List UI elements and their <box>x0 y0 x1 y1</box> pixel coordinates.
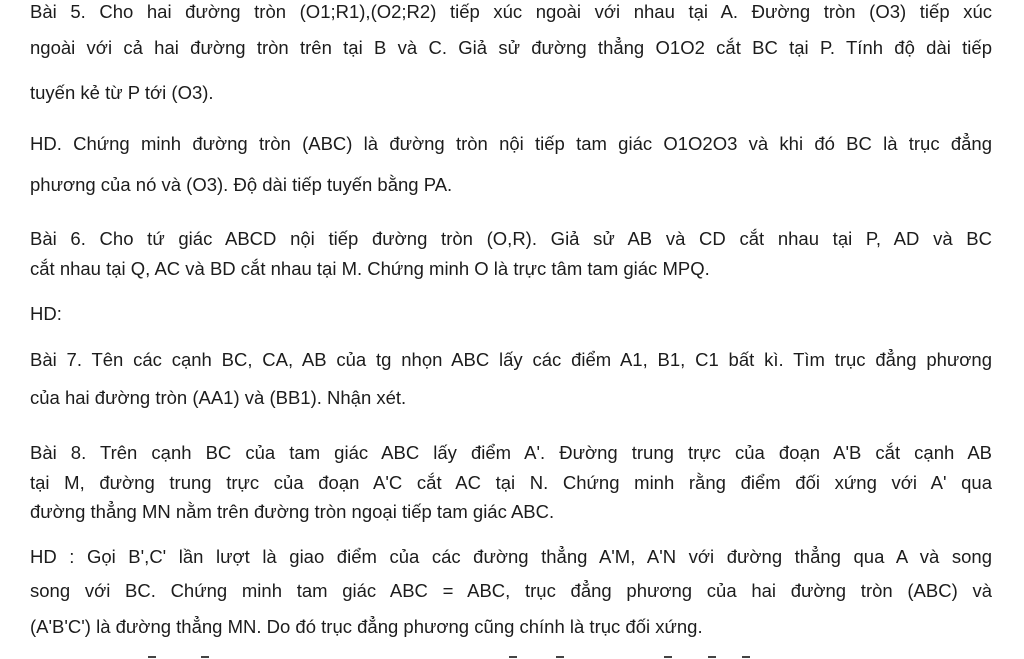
line-bai8-2: tại M, đường trung trực của đoạn A'C cắt AC tại N. Chứng minh rằng điểm đối xứng với A' qua <box>30 472 992 493</box>
line-bai5-1: Bài 5. Cho hai đường tròn (O1;R1),(O2;R2) tiếp xúc ngoài với nhau tại A. Đường tròn (O3) tiếp xúc <box>30 1 992 22</box>
line-hd8-1: HD : Gọi B',C' lần lượt là giao điểm của các đường thẳng A'M, A'N với đường thẳng qua A và song <box>30 546 992 567</box>
line-hd6: HD: <box>30 303 62 324</box>
line-bai8-1: Bài 8. Trên cạnh BC của tam giác ABC lấy điểm A'. Đường trung trực của đoạn A'B cắt cạnh AB <box>30 442 992 463</box>
line-bai6-2: cắt nhau tại Q, AC và BD cắt nhau tại M. Chứng minh O là trực tâm tam giác MPQ. <box>30 258 710 279</box>
line-bai7-2: của hai đường tròn (AA1) và (BB1). Nhận xét. <box>30 387 407 408</box>
line-hd5-2: phương của nó và (O3). Độ dài tiếp tuyến bằng PA. <box>30 174 453 195</box>
line-bai7-1: Bài 7. Tên các cạnh BC, CA, AB của tg nhọn ABC lấy các điểm A1, B1, C1 bất kì. Tìm trục đẳng phương <box>30 349 992 370</box>
line-bai5-2: ngoài với cả hai đường tròn trên tại B và C. Giả sử đường thẳng O1O2 cắt BC tại P. Tính độ dài tiếp <box>30 37 992 58</box>
line-hd8-3: (A'B'C') là đường thẳng MN. Do đó trục đẳng phương cũng chính là trục đối xứng. <box>30 616 703 637</box>
line-hd8-2: song với BC. Chứng minh tam giác ABC = ABC, trục đẳng phương của hai đường tròn (ABC) và <box>30 580 992 601</box>
line-bai6-1: Bài 6. Cho tứ giác ABCD nội tiếp đường tròn (O,R). Giả sử AB và CD cắt nhau tại P, AD và BC <box>30 228 992 249</box>
line-hd5-1: HD. Chứng minh đường tròn (ABC) là đường tròn nội tiếp tam giác O1O2O3 và khi đó BC là trục đẳng <box>30 133 992 154</box>
line-bai8-3: đường thẳng MN nằm trên đường tròn ngoại tiếp tam giác ABC. <box>30 501 555 522</box>
line-bai5-3: tuyến kẻ từ P tới (O3). <box>30 82 214 103</box>
cropped-next-line <box>0 650 1024 659</box>
